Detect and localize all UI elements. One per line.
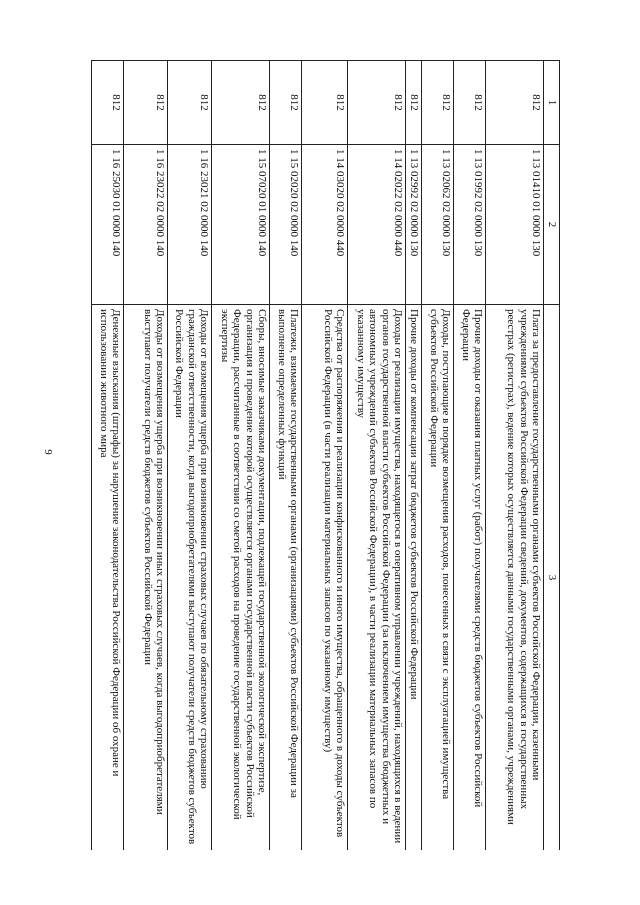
table-row — [212, 61, 270, 851]
revenue-codes-table — [92, 60, 561, 850]
description-cell: Платежи, взимаемые государственными органами (организациями) субъектов Российской Федерации за выполнение определенных функций — [270, 305, 302, 851]
description-cell: Доходы от возмещения ущерба при возникновении иных страховых случаев, когда выгодоприобретателями выступают получатели средств бюджетов субъектов Российской Федерации — [124, 305, 168, 851]
admin-code-cell: 812 — [92, 61, 124, 145]
description-cell: Доходы от реализации имущества, находящегося в оперативном управлении учреждений, находящихся в ведении органов государственной власти субъектов Российской Федерации (за исключением имущества бюджетных и автономных учреждений субъектов Российской Федерации), в части реализации материальных запасов по указанному имуществу — [348, 305, 406, 851]
table-row — [270, 61, 302, 851]
column-header-1: 1 — [544, 61, 560, 145]
budget-code-cell: 1 13 01992 02 0000 130 — [454, 145, 486, 305]
column-header-2: 2 — [544, 145, 560, 305]
table-row — [348, 61, 406, 851]
budget-code-cell: 1 13 02062 02 0000 130 — [422, 145, 454, 305]
admin-code-cell: 812 — [422, 61, 454, 145]
table-row — [92, 61, 124, 851]
column-header-3: 3 — [544, 305, 560, 851]
budget-code-cell: 1 16 25030 01 0000 140 — [92, 145, 124, 305]
admin-code-cell: 812 — [486, 61, 544, 145]
budget-code-cell: 1 13 02992 02 0000 130 — [406, 145, 422, 305]
admin-code-cell: 812 — [270, 61, 302, 145]
description-cell: Средства от распоряжения и реализации конфискованного и иного имущества, обращенного в доходы субъектов Российской Федерации (в части реализации материальных запасов по указанному имуществу) — [302, 305, 348, 851]
description-cell: Прочие доходы от оказания платных услуг (работ) получателями средств бюджетов субъектов Российской Федерации — [454, 305, 486, 851]
budget-code-cell: 1 15 07020 01 0000 140 — [212, 145, 270, 305]
description-cell: Прочие доходы от компенсации затрат бюджетов субъектов Российской Федерации — [406, 305, 422, 851]
budget-code-cell: 1 15 02020 02 0000 140 — [270, 145, 302, 305]
description-cell: Доходы от возмещения ущерба при возникновении страховых случаев по обязательному страхованию гражданской ответственности, когда выгодоприобретателями выступают получатели средств бюджетов субъектов Российской Федерации — [168, 305, 212, 851]
table-row — [422, 61, 454, 851]
admin-code-cell: 812 — [406, 61, 422, 145]
budget-code-cell: 1 13 01410 01 0000 130 — [486, 145, 544, 305]
table-row — [406, 61, 422, 851]
budget-code-cell: 1 16 23021 02 0000 140 — [168, 145, 212, 305]
table-row — [124, 61, 168, 851]
budget-code-cell: 1 14 03020 02 0000 440 — [302, 145, 348, 305]
admin-code-cell: 812 — [302, 61, 348, 145]
description-cell: Плата за предоставление государственными органами субъектов Российской Федерации, казенными учреждениями субъектов Российской Федерации сведений, документов, содержащихся в государственных реестрах (регистрах), ведение которых осуществляется данными государственными органами, учреждениями — [486, 305, 544, 851]
admin-code-cell: 812 — [348, 61, 406, 145]
budget-code-cell: 1 16 23022 02 0000 140 — [124, 145, 168, 305]
budget-code-cell: 1 14 02022 02 0000 440 — [348, 145, 406, 305]
admin-code-cell: 812 — [212, 61, 270, 145]
description-cell: Доходы, поступающие в порядке возмещения расходов, понесенных в связи с эксплуатацией имущества субъектов Российской Федерации — [422, 305, 454, 851]
page-number: 9 — [42, 449, 54, 455]
table-row — [486, 61, 544, 851]
description-cell: Сборы, вносимые заказчиками документации, подлежащей государственной экологической экспертизе, организация и проведение которой осуществляется органами государственной власти субъектов Российской Федерации, рассчитанные в соответствии со сметой расходов на проведение государственной экологической экспертизы — [212, 305, 270, 851]
admin-code-cell: 812 — [124, 61, 168, 145]
table-header-row — [544, 61, 560, 851]
table-row — [302, 61, 348, 851]
table-row — [454, 61, 486, 851]
table-row — [168, 61, 212, 851]
admin-code-cell: 812 — [454, 61, 486, 145]
description-cell: Денежные взыскания (штрафы) за нарушение законодательства Российской Федерации об охране и использовании животного мира — [92, 305, 124, 851]
rotated-table-area — [84, 60, 560, 850]
admin-code-cell: 812 — [168, 61, 212, 145]
